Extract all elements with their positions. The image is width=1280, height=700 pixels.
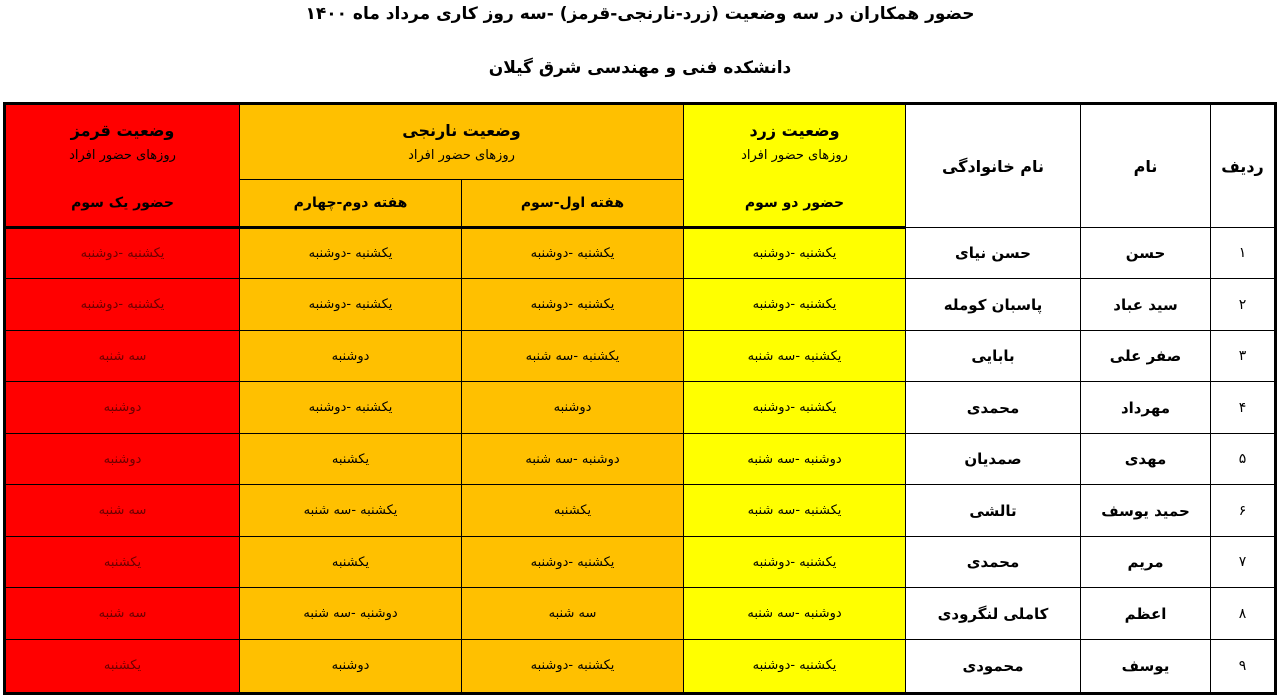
row-red-days-text: یکشنبه -دوشنبه xyxy=(80,246,165,262)
row-orange-week2-days: یکشنبه -دوشنبه xyxy=(240,279,462,330)
header-orange-week1: هفته اول-سوم xyxy=(462,180,684,228)
yellow-subtitle: روزهای حضور افراد xyxy=(741,148,848,164)
page-subtitle: دانشکده فنی و مهندسی شرق گیلان xyxy=(488,58,792,78)
row-yellow-days: دوشنبه -سه شنبه xyxy=(684,588,906,639)
row-yellow-days: یکشنبه -دوشنبه xyxy=(684,639,906,693)
row-orange-week1-days: یکشنبه xyxy=(462,485,684,536)
header-orange-week2: هفته دوم-چهارم xyxy=(240,180,462,228)
row-last-name: کاملی لنگرودی xyxy=(906,588,1081,639)
row-first-name: حمید یوسف xyxy=(1081,485,1211,536)
row-first-name: اعظم xyxy=(1081,588,1211,639)
row-red-days-text: دوشنبه xyxy=(103,451,142,467)
row-orange-week1-days: دوشنبه xyxy=(462,382,684,433)
row-orange-week1-days: یکشنبه -دوشنبه xyxy=(462,228,684,279)
row-red-days xyxy=(5,485,240,536)
row-red-days xyxy=(5,639,240,693)
row-first-name: مریم xyxy=(1081,536,1211,587)
orange-subtitle: روزهای حضور افراد xyxy=(408,148,515,163)
row-red-days-text: یکشنبه xyxy=(103,554,142,570)
row-index: ۸ xyxy=(1211,588,1276,639)
row-last-name: پاسبان کومله xyxy=(906,279,1081,330)
row-last-name: محمودی xyxy=(906,639,1081,693)
row-red-days xyxy=(5,433,240,484)
row-red-days xyxy=(5,536,240,587)
row-first-name: صفر علی xyxy=(1081,330,1211,381)
row-yellow-days: یکشنبه -دوشنبه xyxy=(684,279,906,330)
row-yellow-days: یکشنبه -دوشنبه xyxy=(684,536,906,587)
table-row xyxy=(5,588,1276,639)
row-red-days-text: یکشنبه xyxy=(103,658,142,674)
row-orange-week1-days: دوشنبه -سه شنبه xyxy=(462,433,684,484)
row-first-name: مهدی xyxy=(1081,433,1211,484)
row-yellow-days: یکشنبه -سه شنبه xyxy=(684,330,906,381)
row-index: ۴ xyxy=(1211,382,1276,433)
header-red-column: حضور یک سوم xyxy=(5,180,240,228)
row-red-days-text: یکشنبه -دوشنبه xyxy=(80,297,165,313)
row-last-name: صمدیان xyxy=(906,433,1081,484)
table-row xyxy=(5,330,1276,381)
header-last-name: نام خانوادگی xyxy=(906,104,1081,228)
table-row xyxy=(5,433,1276,484)
row-last-name: حسن نیای xyxy=(906,228,1081,279)
row-red-days xyxy=(5,279,240,330)
row-orange-week2-days: یکشنبه xyxy=(240,433,462,484)
table-row xyxy=(5,639,1276,693)
row-orange-week1-days: سه شنبه xyxy=(462,588,684,639)
red-subtitle: روزهای حضور افراد xyxy=(69,148,176,164)
header-yellow-column: حضور دو سوم xyxy=(684,180,906,228)
row-orange-week1-days: یکشنبه -دوشنبه xyxy=(462,536,684,587)
row-red-days-text: سه شنبه xyxy=(98,348,147,364)
table-row xyxy=(5,228,1276,279)
table-row xyxy=(5,536,1276,587)
row-last-name: محمدی xyxy=(906,536,1081,587)
yellow-title: وضعیت زرد xyxy=(749,121,840,141)
table-row xyxy=(5,382,1276,433)
header-index: ردیف xyxy=(1211,104,1276,228)
header-yellow-status xyxy=(684,104,906,180)
row-last-name: محمدی xyxy=(906,382,1081,433)
row-yellow-days: یکشنبه -دوشنبه xyxy=(684,382,906,433)
row-orange-week2-days: یکشنبه -سه شنبه xyxy=(240,485,462,536)
attendance-rows xyxy=(5,228,1276,694)
row-orange-week1-days: یکشنبه -سه شنبه xyxy=(462,330,684,381)
row-orange-week1-days: یکشنبه -دوشنبه xyxy=(462,639,684,693)
row-index: ۵ xyxy=(1211,433,1276,484)
row-first-name: حسن xyxy=(1081,228,1211,279)
header-orange-status xyxy=(240,104,684,180)
row-last-name: بابایی xyxy=(906,330,1081,381)
row-orange-week2-days: دوشنبه -سه شنبه xyxy=(240,588,462,639)
row-index: ۳ xyxy=(1211,330,1276,381)
table-row xyxy=(5,485,1276,536)
row-yellow-days: یکشنبه -دوشنبه xyxy=(684,228,906,279)
row-index: ۱ xyxy=(1211,228,1276,279)
row-orange-week2-days: دوشنبه xyxy=(240,330,462,381)
row-first-name: مهرداد xyxy=(1081,382,1211,433)
row-red-days xyxy=(5,382,240,433)
row-red-days-text: سه شنبه xyxy=(98,606,147,622)
row-index: ۲ xyxy=(1211,279,1276,330)
row-index: ۹ xyxy=(1211,639,1276,693)
row-last-name: تالشی xyxy=(906,485,1081,536)
row-red-days xyxy=(5,228,240,279)
red-title: وضعیت قرمز xyxy=(70,121,175,141)
attendance-table xyxy=(3,102,1277,695)
row-red-days-text: سه شنبه xyxy=(98,503,147,519)
row-index: ۷ xyxy=(1211,536,1276,587)
row-orange-week2-days: یکشنبه xyxy=(240,536,462,587)
row-yellow-days: یکشنبه -سه شنبه xyxy=(684,485,906,536)
page-title: حضور همکاران در سه وضعیت (زرد-نارنجی-قرمز) -سه روز کاری مرداد ماه ۱۴۰۰ xyxy=(305,4,975,24)
row-first-name: سید عباد xyxy=(1081,279,1211,330)
row-first-name: یوسف xyxy=(1081,639,1211,693)
row-red-days xyxy=(5,588,240,639)
orange-title: وضعیت نارنجی xyxy=(402,121,521,140)
table-row xyxy=(5,279,1276,330)
row-orange-week2-days: دوشنبه xyxy=(240,639,462,693)
header-red-status xyxy=(5,104,240,180)
row-red-days-text: دوشنبه xyxy=(103,400,142,416)
row-red-days xyxy=(5,330,240,381)
row-orange-week1-days: یکشنبه -دوشنبه xyxy=(462,279,684,330)
header-first-name: نام xyxy=(1081,104,1211,228)
row-orange-week2-days: یکشنبه -دوشنبه xyxy=(240,228,462,279)
row-orange-week2-days: یکشنبه -دوشنبه xyxy=(240,382,462,433)
row-yellow-days: دوشنبه -سه شنبه xyxy=(684,433,906,484)
row-index: ۶ xyxy=(1211,485,1276,536)
